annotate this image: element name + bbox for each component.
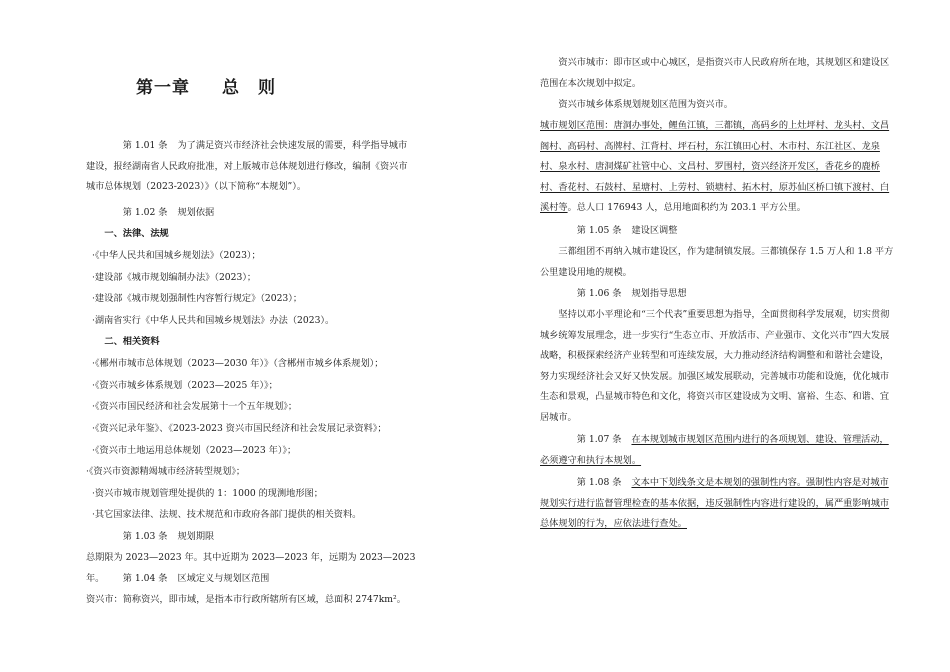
article-1-03-heading: 第 1.03 条 规划期限	[122, 531, 215, 542]
system-range: 资兴市城乡体系规划规划区范围为资兴市。	[558, 99, 733, 110]
article-1-04-heading: 第 1.04 条 区域定义与规划区范围	[122, 573, 270, 584]
reference-item: ·资兴市城市规划管理处提供的 1：1000 的现测地形图；	[92, 488, 323, 499]
reference-item: ·《资兴记录年鉴》、《2023-2023 资兴市国民经济和社会发展记录资料》；	[92, 423, 387, 434]
city-definition: 资兴市城市：即市区或中心城区，是指资兴市人民政府所在地，其规划区和建设区范围在本次规划中拟定。	[540, 57, 890, 89]
law-item: ·湖南省实行《中华人民共和国城乡规划法》办法（2023）。	[92, 315, 335, 326]
reference-item: ·《资兴市资源精竭城市经济转型规划》；	[86, 466, 246, 477]
article-1-01: 第 1.01 条 为了满足资兴市经济社会快速发展的需要，科学指导城市建设，报经湖南省人民政府批准，对上版城市总体规划进行修改，编制《资兴市城市总体规划（2023-2023）》（以下简称“本规划”）。	[86, 140, 408, 193]
reference-item: ·其它国家法律、法规、技术规范和市政府各部门提供的相关资料。	[92, 509, 362, 520]
article-1-07: 第 1.07 条 在本规划城市规划区范围内进行的各项规划、建设、管理活动，必须遵守和执行本规划。	[540, 434, 889, 466]
section-references-heading: 二、相关资料	[104, 336, 160, 347]
article-1-06-heading: 第 1.06 条 规划指导思想	[576, 288, 687, 299]
law-item: ·建设部《城市规划编制办法》（2023）；	[92, 272, 257, 283]
article-1-06-text: 坚持以邓小平理论和“三个代表”重要思想为指导，全面贯彻科学发展观，切实贯彻城乡统筹发展理念，进一步实行“生态立市、开放活市、产业强市、文化兴市”四大发展战略，积极探索经济产业转型和可连续发展，大力推动经济结构调整和和谐社会建设，努力实现经济社会又好又快发展。加强区域发展联动，完善城市功能和设施，优化城市生态和景观，凸显城市特色和文化，将资兴市区建设成为文明、富裕、生态、和谐、宜居城市。	[540, 309, 890, 423]
planning-range: 城市规划区范围：唐洞办事处，鲤鱼江镇，三都镇，高码乡的上灶坪村、龙头村、文昌阁村、高码村、高牌村、江背村、坪石村，东江镇田心村、木市村、东江社区、龙泉村、泉水村、唐洞煤矿社管中心、文昌村、罗围村，资兴经济开发区，香花乡的鹿桥村、香花村、石鼓村、星塘村、上劳村、锁塘村、拓木村，原苏仙区桥口镇下渡村、白溪村等。总人口 176943 人，总用地面积约为 203.1 平方公里。	[540, 120, 890, 214]
article-1-04-text: 资兴市：简称资兴，即市域，是指本市行政所辖所有区域，总面积 2747km²。	[86, 594, 406, 605]
article-1-03-text: 总期限为 2023—2023 年。其中近期为 2023—2023 年，远期为 2023—2023 年。	[86, 552, 416, 584]
article-1-05-text: 三都组团不再纳入城市建设区，作为建制镇发展。三都镇保存 1.5 万人和 1.8 平方公里建设用地的规模。	[540, 246, 894, 278]
reference-item: ·《资兴市国民经济和社会发展第十一个五年规划》；	[92, 401, 298, 412]
chapter-title: 第一章 总 则	[136, 78, 276, 98]
article-1-08: 第 1.08 条 文本中下划线条文是本规划的强制性内容。强制性内容是对城市规划实行进行监督管理检查的基本依据，违反强制性内容进行建设的，属严重影响城市总体规划的行为，应依法进行查处。	[540, 477, 890, 530]
reference-item: ·《资兴市土地运用总体规划（2023—2023 年）》；	[92, 445, 297, 456]
law-item: ·《中华人民共和国城乡规划法》（2023）；	[92, 250, 261, 261]
reference-item: ·《资兴市城乡体系规划（2023—2025 年）》；	[92, 380, 278, 391]
article-1-02-heading: 第 1.02 条 规划依据	[122, 207, 215, 218]
article-1-05-heading: 第 1.05 条 建设区调整	[576, 225, 678, 236]
law-item: ·建设部《城市规划强制性内容暂行规定》（2023）；	[92, 293, 303, 304]
reference-item: ·《郴州市城市总体规划（2023—2030 年）》（含郴州市城乡体系规划）；	[92, 358, 384, 369]
section-laws-heading: 一、法律、法规	[104, 228, 169, 239]
